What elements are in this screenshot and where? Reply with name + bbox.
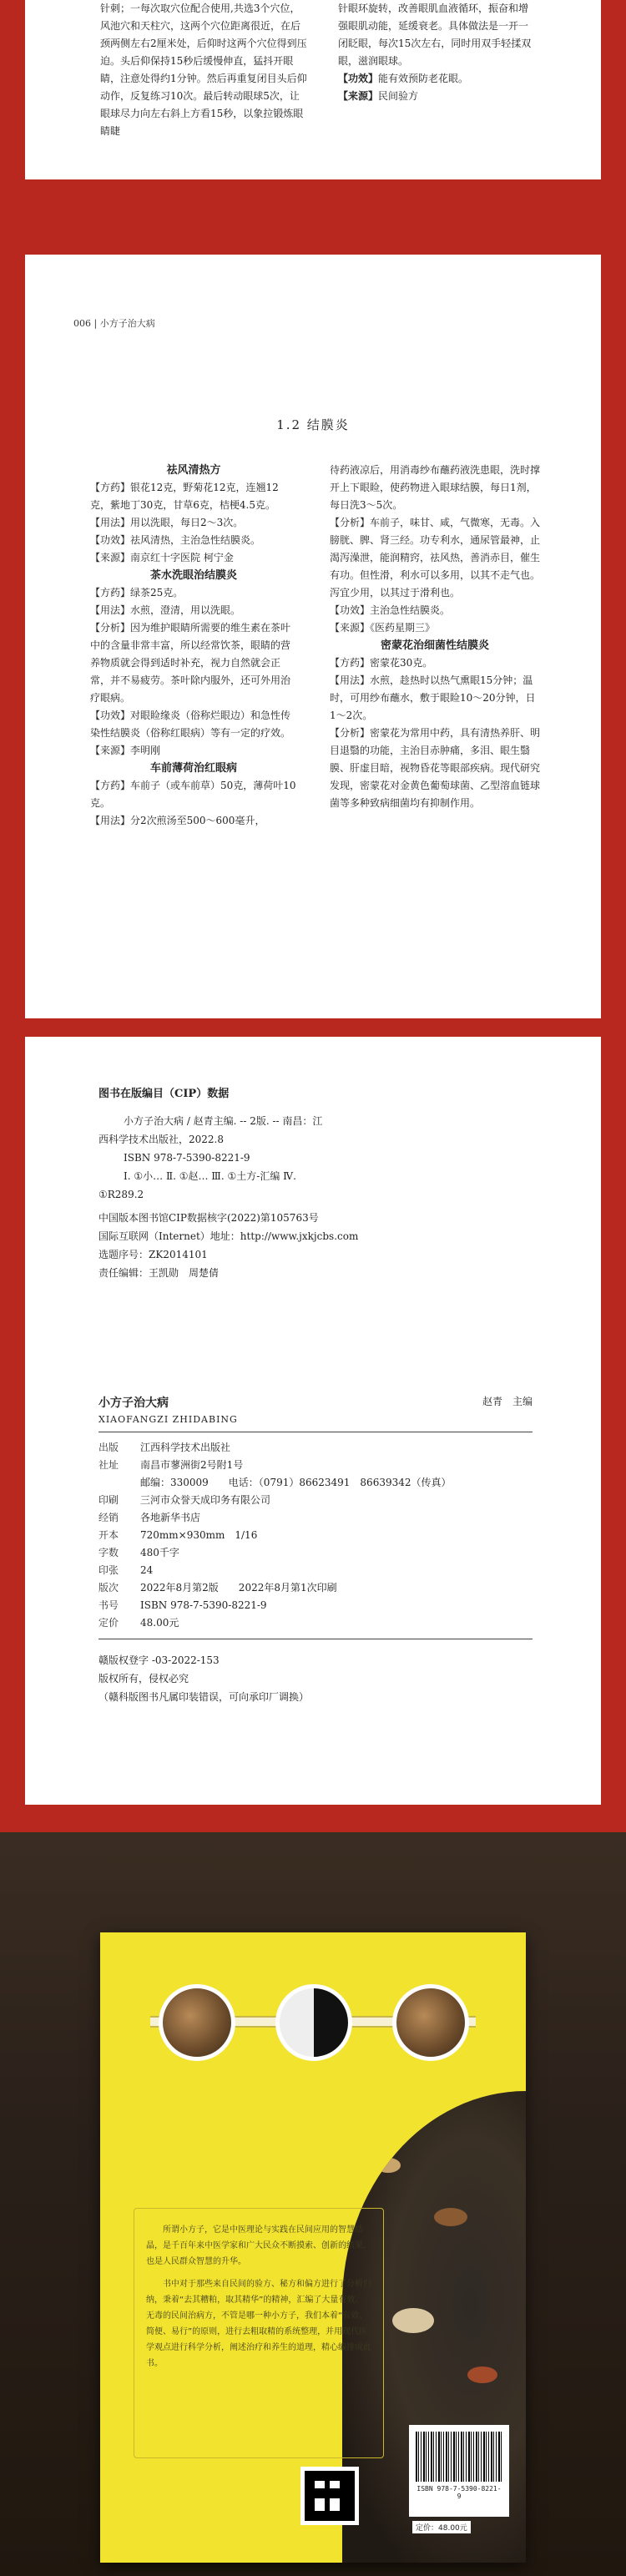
recipe-usage: 【用法】分2次煎汤至500～600毫升， — [90, 815, 265, 826]
cip-line: ①R289.2 — [98, 1189, 144, 1200]
publication-row-key: 书号 — [98, 1599, 119, 1611]
publication-row-key: 社址 — [98, 1459, 119, 1471]
recipe-ingredients: 【方药】绿茶25克。 — [90, 587, 184, 599]
editor-line: 责任编辑：王凯勋 周楚倩 — [98, 1267, 220, 1279]
book-title: 小方子治大病 — [98, 1397, 169, 1410]
publication-row-key: 印刷 — [98, 1494, 119, 1506]
barcode-icon — [416, 2432, 502, 2482]
recipe-title: 车前薄荷治红眼病 — [149, 762, 237, 775]
recipe-effect: 【功效】对眼睑缘炎（俗称烂眼边）和急性传染性结膜炎（俗称红眼病）等有一定的疗效。 — [90, 710, 291, 739]
recipe-title: 祛风清热方 — [166, 464, 221, 477]
cip-block — [98, 1085, 549, 1282]
qr-code-icon — [300, 2467, 359, 2525]
publication-row-value: 480千字 — [140, 1547, 179, 1558]
recipe-usage: 【用法】水煎，澄清，用以洗眼。 — [90, 604, 241, 616]
copyright-notice — [98, 1651, 533, 1706]
running-header: 006 | 小方子治大病 — [73, 318, 155, 329]
cip-line: 西科学技术出版社，2022.8 — [98, 1134, 224, 1145]
yin-yang-icon — [275, 1984, 352, 2061]
web-address: 国际互联网（Internet）地址：http://www.jxkjcbs.com — [98, 1230, 359, 1242]
page2-right-column — [330, 462, 540, 812]
replacement-note: （赣科版图书凡属印装错误，可向承印厂调换） — [98, 1691, 310, 1703]
recipe-effect: 【功效】主治急性结膜炎。 — [330, 604, 451, 616]
recipe-analysis: 【分析】车前子，味甘、咸，气微寒，无毒。入膀胱、脾、肾三经。功专利水，通尿管最神，止渴泻澡泄，能润精窍，祛风热，善消赤目，催生有功。但性滑，利水可以多用，以其不走气也。泻宜少用，以其过于滑利也。 — [330, 517, 541, 599]
blurb-paragraph: 书中对于那些来自民间的验方、秘方和偏方进行了分析归纳，秉着“去其糟粕，取其精华”的精神，汇编了大量有效、无毒的民间治病方，不管是哪一种小方子，我们本着“有效、简便、易行”的原则，进行去粗取精的系统整理，并用现代医学观点进行科学分析，阐述治疗和养生的道理，精心编排成此书。 — [146, 2280, 371, 2368]
recipe-analysis: 【分析】密蒙花为常用中药，具有清热养肝、明目退翳的功能，主治目赤肿痛，多泪、眼生翳膜、肝虚目暗，视物昏花等眼部疾病。现代研究发现，密蒙花对金黄色葡萄球菌、乙型溶血链球菌等多种致病细菌均有抑制作用。 — [330, 727, 541, 809]
page1-left-column — [100, 0, 307, 140]
recipe-ingredients: 【方药】银花12克，野菊花12克，连翘12克，紫地丁30克，甘草6克，桔梗4.5克。 — [90, 482, 279, 511]
publication-row-value: 江西科学技术出版社 — [140, 1442, 231, 1453]
publication-row — [98, 1492, 533, 1509]
recipe-usage-cont: 待药液凉后，用消毒纱布蘸药液洗患眼，洗时撑开上下眼睑，使药物进入眼球结膜，每日1剂，每日洗3～5次。 — [330, 464, 541, 511]
registration-number: 赣版权登字 -03-2022-153 — [98, 1654, 220, 1666]
publication-row-key: 版次 — [98, 1582, 119, 1594]
rights-statement: 版权所有，侵权必究 — [98, 1673, 189, 1685]
publication-row-key: 字数 — [98, 1547, 119, 1558]
page1-effect: 【功效】能有效预防老花眼。 — [338, 73, 469, 84]
publication-row-key — [98, 1474, 140, 1492]
book-pinyin: XIAOFANGZI ZHIDABING — [98, 1414, 238, 1425]
page1-source: 【来源】民间验方 — [338, 90, 419, 102]
barcode-isbn: ISBN 978-7-5390-8221-9 — [416, 2485, 502, 2500]
blurb-paragraph: 所谓小方子，它是中医理论与实践在民间应用的智慧结晶，是千百年来中医学家和广大民众不断摸索、创新的结果，也是人民群众智慧的升华。 — [146, 2225, 371, 2266]
publication-row — [98, 1439, 533, 1457]
cover-price: 定价：48.00元 — [412, 2521, 471, 2533]
cip-line: ISBN 978-7-5390-8221-9 — [124, 1152, 250, 1164]
cip-line: 中国版本图书馆CIP数据核字(2022)第105763号 — [98, 1212, 319, 1224]
publication-row-value: ISBN 978-7-5390-8221-9 — [140, 1599, 267, 1611]
book-author: 赵青 主编 — [482, 1396, 533, 1407]
publication-row — [98, 1562, 533, 1579]
publication-row-key: 经销 — [98, 1512, 119, 1523]
recipe-ingredients: 【方药】车前子（或车前草）50克，薄荷叶10克。 — [90, 780, 296, 809]
publication-row-key: 印张 — [98, 1564, 119, 1576]
publication-row-key: 出版 — [98, 1442, 119, 1453]
barcode — [409, 2425, 509, 2517]
publication-row — [98, 1579, 533, 1597]
cip-line: Ⅰ. ①小… Ⅱ. ①赵… Ⅲ. ①土方-汇编 Ⅳ. — [124, 1170, 296, 1182]
herb-bowl-image — [159, 1984, 235, 2061]
publication-row-key: 开本 — [98, 1529, 119, 1541]
publication-row — [98, 1614, 533, 1632]
cip-line: 小方子治大病 / 赵青主编. -- 2版. -- 南昌：江 — [124, 1115, 323, 1127]
recipe-source: 【来源】南京红十字医院 柯宁金 — [90, 552, 234, 563]
page1-right-column — [338, 0, 537, 105]
publication-row-value: 720mm×930mm 1/16 — [140, 1529, 258, 1541]
recipe-ingredients: 【方药】密蒙花30克。 — [330, 657, 433, 669]
book-info — [98, 1394, 533, 1706]
publication-row-value: 三河市众誉天成印务有限公司 — [140, 1494, 271, 1506]
recipe-usage: 【用法】用以洗眼，每日2～3次。 — [90, 517, 244, 528]
recipe-source: 【来源】《医药星期三》 — [330, 622, 436, 634]
publication-row — [98, 1597, 533, 1614]
book-page-1 — [25, 0, 601, 179]
publication-row-value: 南昌市蓼洲街2号附1号 — [140, 1459, 244, 1471]
page2-left-column — [90, 462, 297, 830]
book-page-2 — [25, 255, 601, 1018]
page1-right-text: 针眼环旋转，改善眼肌血液循环，振奋和增强眼肌动能，延缓衰老。具体做法是一开一闭眨眼，每次15次左右，同时用双手轻揉双眼，滋润眼球。 — [338, 3, 532, 67]
publication-row-value: 48.00元 — [140, 1617, 179, 1629]
page1-left-text: 针刺；一每次取穴位配合使用,共选3个穴位，风池穴和天柱穴，这两个穴位距离很近，在后颈两侧左右2厘米处，后仰时这两个穴位得到压迫。头后仰保持15秒后缓慢伸直，猛抖开眼睛，注意处得约1分钟。然后再重复闭目头后仰动作，反复练习10次。最后转动眼球5次，让眼球尽力向左右斜上方看15秒，以象拉锻炼眼睛睫 — [100, 3, 307, 137]
publication-row — [98, 1474, 533, 1492]
recipe-title: 茶水洗眼治结膜炎 — [149, 569, 237, 582]
publication-row — [98, 1457, 533, 1474]
publication-row — [98, 1544, 533, 1562]
publication-row — [98, 1527, 533, 1544]
publication-row-value: 邮编：330009 电话：（0791）86623491 86639342（传真） — [140, 1477, 452, 1488]
section-title: 1.2 结膜炎 — [276, 417, 350, 432]
recipe-analysis: 【分析】因为维护眼睛所需要的维生素在茶叶中的含量非常丰富，所以经常饮茶，眼睛的营养物质就会得到适时补充，视力自然就会正常，并不易疲劳。茶叶除内服外，还可外用治疗眼病。 — [90, 622, 291, 704]
publication-row-value: 2022年8月第2版 2022年8月第1次印刷 — [140, 1582, 337, 1594]
recipe-title: 密蒙花治细菌性结膜炎 — [380, 639, 489, 652]
publication-details — [98, 1439, 533, 1632]
publication-row — [98, 1509, 533, 1527]
cip-title: 图书在版编目（CIP）数据 — [98, 1088, 230, 1100]
herb-bowl-image — [392, 1984, 469, 2061]
topic-number: 选题序号：ZK2014101 — [98, 1249, 208, 1260]
publication-row-value: 各地新华书店 — [140, 1512, 201, 1523]
cover-blurb — [134, 2208, 384, 2458]
publication-row-key: 定价 — [98, 1617, 119, 1629]
recipe-source: 【来源】李明刚 — [90, 745, 161, 756]
recipe-usage: 【用法】水煎，趁热时以热气熏眼15分钟；温时，可用纱布蘸水，敷于眼睑10～20分钟，日1～2次。 — [330, 674, 536, 721]
back-cover — [100, 1932, 526, 2563]
recipe-effect: 【功效】祛风清热，主治急性结膜炎。 — [90, 534, 261, 546]
publication-row-value: 24 — [140, 1564, 154, 1576]
copyright-page — [25, 1037, 601, 1805]
